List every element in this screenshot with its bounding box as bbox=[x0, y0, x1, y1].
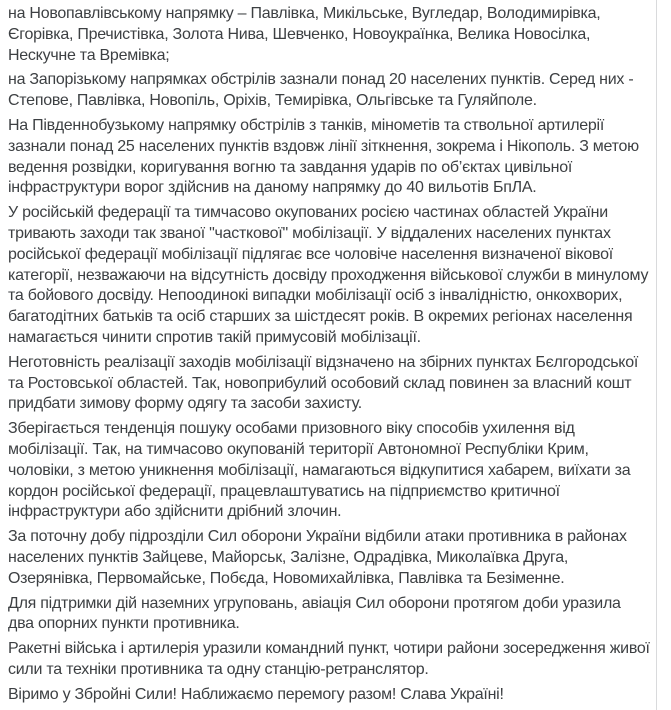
paragraph-mobilization-unreadiness: Неготовність реалізації заходів мобілізації відзначено на збірних пунктах Бєлгородської та Ростовської областей. Так, новоприбулий особовий склад повинен за власний кошт придбати зимову форму одягу та засоби захисту. bbox=[8, 353, 639, 413]
paragraph-partial-mobilization: У російській федерації та тимчасово окупованих росією частинах областей України тривають заходи так званої "часткової" мобілізації. У віддалених населених пунктах російської федерації мобілізації підлягає все чоловіче населення визначеної вікової категорії, незважаючи на відсутність досвіду проходження військової служби в минулому та бойового досвіду. Непоодинокі випадки мобілізації осіб з інвалідністю, онкохворих, багатодітних батьків та осіб старших за шістдесят років. В окремих регіонах населення намагається чинити спротив такій примусовій мобілізації. bbox=[8, 204, 649, 346]
report-text-body bbox=[8, 4, 650, 710]
paragraph-pivdennobuzkyi-direction: На Південнобузькому напрямку обстрілів з танків, мінометів та ствольної артилерії зазнали понад 25 населених пунктів вздовж лінії зіткнення, зокрема і Нікополь. З метою ведення розвідки, коригування вогню та завдання ударів по об’єктах цивільної інфраструктури ворог здійснив на даному напрямку до 40 вильотів БпЛА. bbox=[8, 116, 639, 197]
paragraph-missile-artillery-strikes: Ракетні війська і артилерія уразили командний пункт, чотири райони зосередження живої сили та техніки противника та одну станцію-ретранслятор. bbox=[8, 640, 650, 678]
paragraph-novopavlivsk-direction: на Новопавлівському напрямку – Павлівка, Микільське, Вугледар, Володимирівка, Єгорівка, Пречистівка, Золота Нива, Шевченко, Новоукраїнка, Велика Новосілка, Нескучне та Времівка; bbox=[8, 5, 601, 64]
paragraph-zaporizhzhia-direction: на Запорізькому напрямках обстрілів зазнали понад 20 населених пунктів. Серед них - Степове, Павлівка, Новопіль, Оріхів, Темирівка, Ольгівське та Гуляйполе. bbox=[8, 71, 634, 110]
paragraph-mobilization-evasion: Зберігається тенденція пошуку особами призовного віку способів ухилення від мобілізації. Так, на тимчасово окупованій території Автономної Республіки Крим, чоловіки, з метою уникнення мобілізації, намагаються відкупитися хабарем, виїхати за кордон російської федерації, працевлаштуватись на підприємство критичної інфраструктури або здійснити дрібний злочин. bbox=[8, 420, 631, 521]
paragraph-aviation-strikes: Для підтримки дій наземних угруповань, авіація Сил оборони протягом доби уразила два опорних пункти противника. bbox=[8, 594, 621, 633]
content-right-border bbox=[656, 0, 657, 710]
paragraph-closing-slogan: Віримо у Збройні Сили! Наближаємо перемогу разом! Слава Україні! bbox=[8, 685, 504, 703]
paragraph-repelled-attacks: За поточну добу підрозділи Сил оборони України відбили атаки противника в районах населених пунктів Зайцеве, Майорськ, Залізне, Одрадівка, Миколаївка Друга, Озерянівка, Первомайське, Побєда, Новомихайлівка, Павлівка та Безіменне. bbox=[8, 528, 627, 587]
